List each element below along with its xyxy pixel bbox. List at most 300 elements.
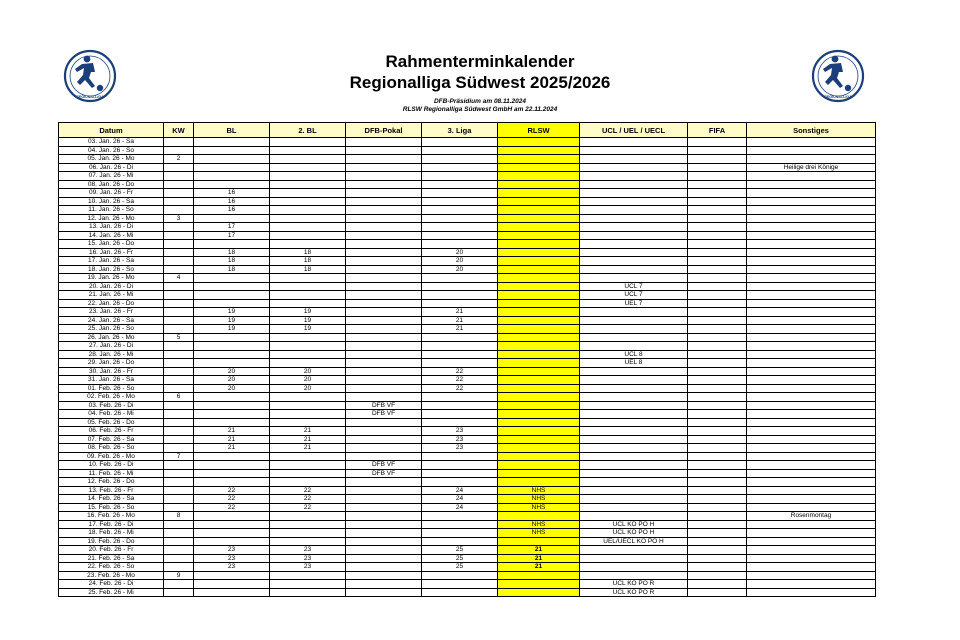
cell-2bl (270, 401, 346, 410)
cell-2bl (270, 172, 346, 181)
cell-3liga: 24 (422, 486, 498, 495)
cell-3liga: 23 (422, 427, 498, 436)
table-row (59, 180, 876, 189)
cell-datum: 21. Jan. 26 - Mi (59, 291, 164, 300)
cell-dfb-pokal (346, 257, 422, 266)
cell-fifa (688, 172, 747, 181)
cell-2bl (270, 350, 346, 359)
table-row (59, 554, 876, 563)
column-header-kw: KW (164, 123, 194, 138)
cell-ucl-uel-uecl (580, 206, 688, 215)
cell-fifa (688, 206, 747, 215)
cell-ucl-uel-uecl (580, 554, 688, 563)
cell-kw (164, 520, 194, 529)
cell-bl (194, 393, 270, 402)
cell-bl (194, 401, 270, 410)
cell-dfb-pokal (346, 282, 422, 291)
cell-bl (194, 359, 270, 368)
cell-3liga: 20 (422, 265, 498, 274)
cell-sonstiges (747, 554, 876, 563)
cell-fifa (688, 189, 747, 198)
cell-fifa (688, 299, 747, 308)
cell-datum: 17. Jan. 26 - Sa (59, 257, 164, 266)
table-row (59, 546, 876, 555)
cell-rlsw (498, 172, 580, 181)
cell-dfb-pokal (346, 163, 422, 172)
cell-rlsw (498, 197, 580, 206)
cell-kw (164, 265, 194, 274)
cell-datum: 06. Feb. 26 - Fr (59, 427, 164, 436)
cell-fifa (688, 520, 747, 529)
cell-ucl-uel-uecl: UCL 8 (580, 350, 688, 359)
cell-kw: 5 (164, 333, 194, 342)
cell-rlsw: NHS (498, 503, 580, 512)
cell-dfb-pokal (346, 240, 422, 249)
cell-rlsw (498, 155, 580, 164)
cell-bl: 21 (194, 444, 270, 453)
cell-datum: 27. Jan. 26 - Di (59, 342, 164, 351)
cell-2bl: 19 (270, 325, 346, 334)
cell-dfb-pokal (346, 478, 422, 487)
cell-3liga: 22 (422, 376, 498, 385)
cell-dfb-pokal (346, 452, 422, 461)
cell-fifa (688, 393, 747, 402)
cell-2bl: 22 (270, 495, 346, 504)
cell-kw (164, 563, 194, 572)
cell-kw (164, 427, 194, 436)
cell-datum: 31. Jan. 26 - Sa (59, 376, 164, 385)
cell-datum: 11. Jan. 26 - So (59, 206, 164, 215)
cell-kw (164, 444, 194, 453)
cell-rlsw (498, 393, 580, 402)
cell-ucl-uel-uecl: UEL 7 (580, 299, 688, 308)
cell-datum: 15. Jan. 26 - Do (59, 240, 164, 249)
cell-kw (164, 189, 194, 198)
cell-datum: 08. Jan. 26 - Do (59, 180, 164, 189)
cell-datum: 18. Feb. 26 - Mi (59, 529, 164, 538)
cell-kw (164, 495, 194, 504)
cell-datum: 05. Jan. 26 - Mo (59, 155, 164, 164)
cell-ucl-uel-uecl: UCL KO PO H (580, 529, 688, 538)
cell-fifa (688, 427, 747, 436)
cell-dfb-pokal (346, 299, 422, 308)
cell-bl: 19 (194, 316, 270, 325)
cell-rlsw: NHS (498, 520, 580, 529)
cell-bl: 18 (194, 265, 270, 274)
cell-ucl-uel-uecl (580, 571, 688, 580)
cell-3liga (422, 478, 498, 487)
cell-3liga (422, 537, 498, 546)
table-row (59, 299, 876, 308)
cell-dfb-pokal (346, 291, 422, 300)
cell-3liga (422, 410, 498, 419)
cell-dfb-pokal (346, 342, 422, 351)
cell-datum: 13. Feb. 26 - Fr (59, 486, 164, 495)
cell-fifa (688, 486, 747, 495)
approval-note-2: RLSW Regionalliga Südwest GmbH am 22.11.2024 (402, 106, 558, 113)
cell-fifa (688, 308, 747, 317)
cell-rlsw (498, 512, 580, 521)
cell-rlsw (498, 333, 580, 342)
cell-fifa (688, 214, 747, 223)
cell-fifa (688, 478, 747, 487)
cell-3liga: 21 (422, 316, 498, 325)
cell-bl (194, 478, 270, 487)
cell-ucl-uel-uecl (580, 444, 688, 453)
cell-bl (194, 410, 270, 419)
cell-sonstiges (747, 189, 876, 198)
cell-dfb-pokal (346, 316, 422, 325)
cell-fifa (688, 359, 747, 368)
cell-ucl-uel-uecl (580, 563, 688, 572)
cell-rlsw: NHS (498, 495, 580, 504)
cell-datum: 24. Jan. 26 - Sa (59, 316, 164, 325)
cell-rlsw (498, 316, 580, 325)
cell-2bl (270, 418, 346, 427)
cell-fifa (688, 580, 747, 589)
cell-3liga: 25 (422, 546, 498, 555)
cell-bl (194, 333, 270, 342)
cell-ucl-uel-uecl: UEL/UECL KO PO H (580, 537, 688, 546)
cell-fifa (688, 367, 747, 376)
cell-bl (194, 418, 270, 427)
cell-fifa (688, 180, 747, 189)
column-header-datum: Datum (59, 123, 164, 138)
cell-2bl (270, 299, 346, 308)
cell-2bl: 23 (270, 563, 346, 572)
cell-ucl-uel-uecl (580, 478, 688, 487)
cell-3liga (422, 359, 498, 368)
cell-ucl-uel-uecl (580, 495, 688, 504)
table-row (59, 580, 876, 589)
cell-bl (194, 172, 270, 181)
cell-fifa (688, 138, 747, 147)
cell-fifa (688, 325, 747, 334)
cell-2bl (270, 478, 346, 487)
cell-ucl-uel-uecl (580, 214, 688, 223)
cell-fifa (688, 495, 747, 504)
cell-ucl-uel-uecl (580, 342, 688, 351)
cell-ucl-uel-uecl (580, 257, 688, 266)
cell-fifa (688, 435, 747, 444)
cell-3liga: 24 (422, 503, 498, 512)
cell-datum: 29. Jan. 26 - Do (59, 359, 164, 368)
table-row (59, 529, 876, 538)
cell-2bl: 22 (270, 503, 346, 512)
cell-rlsw (498, 537, 580, 546)
cell-fifa (688, 282, 747, 291)
cell-2bl: 21 (270, 444, 346, 453)
cell-ucl-uel-uecl (580, 231, 688, 240)
cell-2bl (270, 333, 346, 342)
cell-bl (194, 529, 270, 538)
cell-3liga: 23 (422, 444, 498, 453)
cell-bl: 22 (194, 486, 270, 495)
cell-rlsw (498, 350, 580, 359)
cell-dfb-pokal (346, 367, 422, 376)
table-row (59, 223, 876, 232)
cell-sonstiges (747, 316, 876, 325)
cell-bl (194, 282, 270, 291)
cell-kw (164, 206, 194, 215)
table-row (59, 486, 876, 495)
table-row (59, 248, 876, 257)
cell-3liga (422, 418, 498, 427)
cell-sonstiges (747, 461, 876, 470)
cell-ucl-uel-uecl: UEL 8 (580, 359, 688, 368)
cell-rlsw (498, 359, 580, 368)
cell-dfb-pokal (346, 563, 422, 572)
cell-datum: 20. Feb. 26 - Fr (59, 546, 164, 555)
document-subtitle: Regionalliga Südwest 2025/2026 (349, 73, 611, 92)
cell-3liga (422, 291, 498, 300)
table-row (59, 172, 876, 181)
cell-sonstiges (747, 503, 876, 512)
cell-ucl-uel-uecl (580, 180, 688, 189)
table-row (59, 478, 876, 487)
cell-dfb-pokal (346, 231, 422, 240)
cell-bl (194, 537, 270, 546)
cell-datum: 17. Feb. 26 - Di (59, 520, 164, 529)
cell-bl: 20 (194, 376, 270, 385)
cell-ucl-uel-uecl (580, 265, 688, 274)
table-row (59, 146, 876, 155)
cell-dfb-pokal (346, 503, 422, 512)
cell-bl (194, 146, 270, 155)
cell-dfb-pokal: DFB VF (346, 410, 422, 419)
cell-kw (164, 418, 194, 427)
cell-ucl-uel-uecl (580, 452, 688, 461)
cell-sonstiges (747, 384, 876, 393)
cell-fifa (688, 146, 747, 155)
cell-bl: 16 (194, 206, 270, 215)
column-header-bl: BL (194, 123, 270, 138)
cell-kw (164, 257, 194, 266)
cell-fifa (688, 316, 747, 325)
cell-fifa (688, 571, 747, 580)
cell-sonstiges (747, 435, 876, 444)
table-row (59, 291, 876, 300)
cell-3liga (422, 529, 498, 538)
cell-ucl-uel-uecl (580, 223, 688, 232)
cell-2bl (270, 512, 346, 521)
cell-kw (164, 435, 194, 444)
table-row (59, 231, 876, 240)
cell-sonstiges (747, 308, 876, 317)
cell-kw (164, 308, 194, 317)
cell-2bl (270, 180, 346, 189)
cell-rlsw (498, 206, 580, 215)
cell-2bl (270, 189, 346, 198)
cell-dfb-pokal: DFB VF (346, 461, 422, 470)
table-row (59, 376, 876, 385)
cell-3liga (422, 520, 498, 529)
cell-rlsw: NHS (498, 486, 580, 495)
cell-datum: 16. Jan. 26 - Fr (59, 248, 164, 257)
cell-ucl-uel-uecl (580, 427, 688, 436)
cell-ucl-uel-uecl (580, 316, 688, 325)
cell-dfb-pokal (346, 580, 422, 589)
cell-sonstiges (747, 214, 876, 223)
cell-3liga (422, 461, 498, 470)
cell-sonstiges (747, 138, 876, 147)
table-row (59, 563, 876, 572)
cell-rlsw (498, 265, 580, 274)
cell-kw (164, 231, 194, 240)
cell-rlsw (498, 571, 580, 580)
cell-bl: 22 (194, 495, 270, 504)
cell-fifa (688, 155, 747, 164)
table-row (59, 197, 876, 206)
cell-2bl (270, 163, 346, 172)
cell-ucl-uel-uecl (580, 325, 688, 334)
cell-bl: 17 (194, 231, 270, 240)
cell-sonstiges: Rosenmontag (747, 512, 876, 521)
cell-rlsw (498, 461, 580, 470)
table-row (59, 367, 876, 376)
cell-sonstiges (747, 529, 876, 538)
cell-kw: 7 (164, 452, 194, 461)
cell-bl: 23 (194, 546, 270, 555)
cell-sonstiges (747, 469, 876, 478)
table-row (59, 138, 876, 147)
cell-3liga: 24 (422, 495, 498, 504)
column-header-ucl-uel-uecl: UCL / UEL / UECL (580, 123, 688, 138)
cell-kw (164, 291, 194, 300)
table-row (59, 452, 876, 461)
cell-bl (194, 580, 270, 589)
cell-kw (164, 469, 194, 478)
cell-rlsw (498, 146, 580, 155)
cell-3liga: 22 (422, 367, 498, 376)
cell-datum: 04. Feb. 26 - Mi (59, 410, 164, 419)
cell-2bl (270, 197, 346, 206)
table-row (59, 163, 876, 172)
cell-ucl-uel-uecl (580, 155, 688, 164)
table-row (59, 512, 876, 521)
table-row (59, 257, 876, 266)
cell-sonstiges (747, 418, 876, 427)
cell-fifa (688, 265, 747, 274)
cell-ucl-uel-uecl: UCL KO PO R (580, 588, 688, 597)
cell-kw: 4 (164, 274, 194, 283)
column-header-3liga: 3. Liga (422, 123, 498, 138)
cell-3liga (422, 588, 498, 597)
cell-kw: 3 (164, 214, 194, 223)
cell-bl (194, 571, 270, 580)
cell-datum: 28. Jan. 26 - Mi (59, 350, 164, 359)
cell-kw (164, 325, 194, 334)
cell-2bl: 21 (270, 435, 346, 444)
cell-rlsw (498, 257, 580, 266)
cell-dfb-pokal: DFB VF (346, 401, 422, 410)
table-row (59, 418, 876, 427)
cell-2bl (270, 342, 346, 351)
cell-bl: 23 (194, 563, 270, 572)
cell-rlsw (498, 282, 580, 291)
cell-ucl-uel-uecl (580, 401, 688, 410)
cell-bl: 22 (194, 503, 270, 512)
cell-datum: 09. Feb. 26 - Mo (59, 452, 164, 461)
cell-kw (164, 529, 194, 538)
cell-2bl (270, 359, 346, 368)
cell-datum: 10. Jan. 26 - Sa (59, 197, 164, 206)
cell-dfb-pokal (346, 546, 422, 555)
cell-bl (194, 588, 270, 597)
cell-bl (194, 342, 270, 351)
cell-datum: 01. Feb. 26 - So (59, 384, 164, 393)
cell-3liga (422, 231, 498, 240)
cell-sonstiges (747, 444, 876, 453)
cell-ucl-uel-uecl (580, 512, 688, 521)
cell-bl (194, 520, 270, 529)
cell-ucl-uel-uecl (580, 146, 688, 155)
cell-ucl-uel-uecl (580, 248, 688, 257)
cell-kw (164, 299, 194, 308)
cell-datum: 22. Feb. 26 - So (59, 563, 164, 572)
cell-ucl-uel-uecl (580, 138, 688, 147)
cell-datum: 07. Feb. 26 - Sa (59, 435, 164, 444)
cell-dfb-pokal (346, 146, 422, 155)
cell-rlsw (498, 308, 580, 317)
table-row (59, 265, 876, 274)
cell-dfb-pokal (346, 537, 422, 546)
table-row (59, 503, 876, 512)
cell-datum: 21. Feb. 26 - Sa (59, 554, 164, 563)
table-row (59, 393, 876, 402)
cell-fifa (688, 512, 747, 521)
cell-bl (194, 299, 270, 308)
cell-3liga (422, 469, 498, 478)
cell-datum: 13. Jan. 26 - Di (59, 223, 164, 232)
cell-rlsw (498, 291, 580, 300)
table-row (59, 444, 876, 453)
cell-sonstiges (747, 376, 876, 385)
cell-datum: 04. Jan. 26 - So (59, 146, 164, 155)
cell-fifa (688, 291, 747, 300)
cell-rlsw (498, 469, 580, 478)
cell-3liga (422, 393, 498, 402)
cell-rlsw (498, 274, 580, 283)
cell-sonstiges (747, 274, 876, 283)
cell-2bl (270, 240, 346, 249)
cell-fifa (688, 503, 747, 512)
cell-sonstiges (747, 325, 876, 334)
calendar-table (58, 122, 876, 597)
cell-2bl (270, 580, 346, 589)
cell-3liga (422, 206, 498, 215)
cell-bl (194, 452, 270, 461)
cell-ucl-uel-uecl: UCL 7 (580, 291, 688, 300)
cell-sonstiges (747, 180, 876, 189)
cell-3liga: 22 (422, 384, 498, 393)
cell-ucl-uel-uecl (580, 240, 688, 249)
table-row (59, 325, 876, 334)
cell-3liga (422, 274, 498, 283)
cell-dfb-pokal (346, 359, 422, 368)
cell-dfb-pokal (346, 529, 422, 538)
cell-kw: 9 (164, 571, 194, 580)
cell-fifa (688, 588, 747, 597)
cell-3liga: 23 (422, 435, 498, 444)
cell-3liga: 25 (422, 554, 498, 563)
cell-datum: 20. Jan. 26 - Di (59, 282, 164, 291)
cell-bl (194, 163, 270, 172)
cell-datum: 23. Feb. 26 - Mo (59, 571, 164, 580)
table-row (59, 359, 876, 368)
table-row (59, 206, 876, 215)
cell-ucl-uel-uecl (580, 274, 688, 283)
